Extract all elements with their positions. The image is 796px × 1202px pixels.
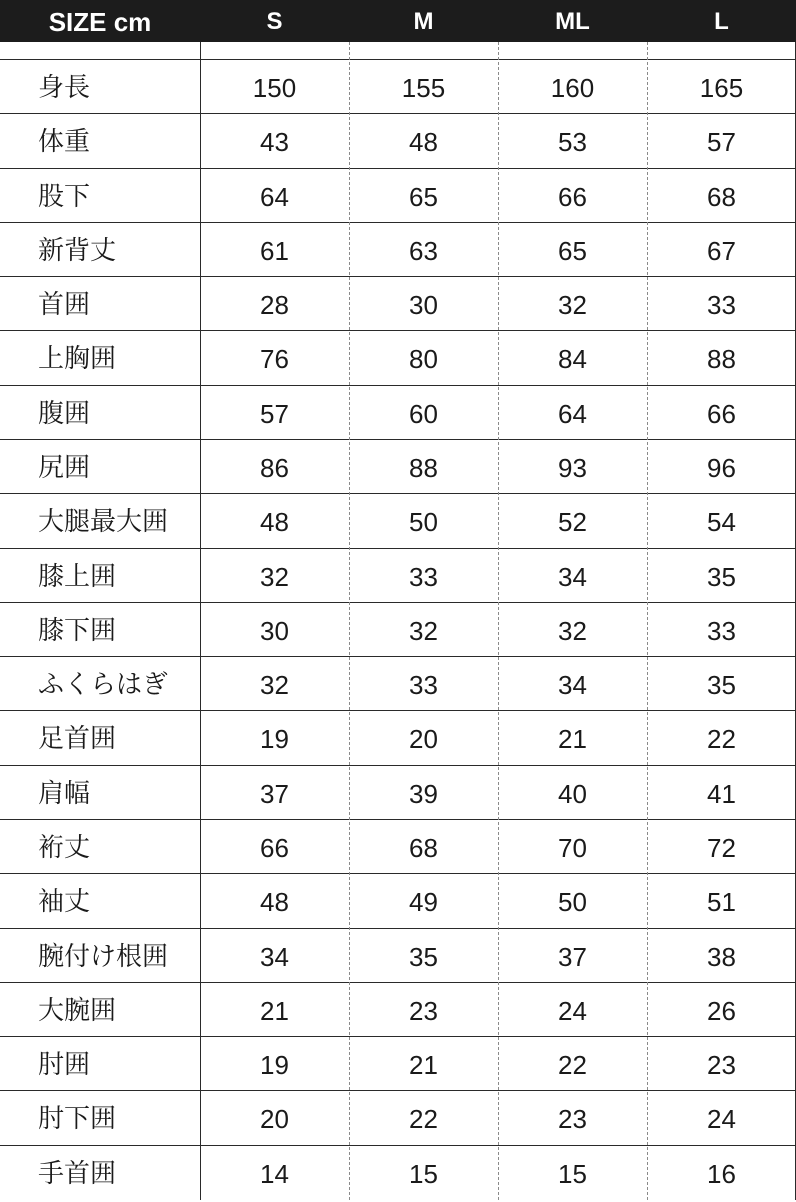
table-row	[0, 60, 796, 114]
size-header-ml: ML	[555, 8, 590, 35]
column-divider	[647, 42, 648, 1200]
measurement-value: 30	[409, 290, 438, 321]
measurement-value: 66	[260, 833, 289, 863]
table-row	[0, 766, 796, 820]
measurement-value: 32	[260, 670, 289, 701]
measurement-label: 上胸囲	[38, 344, 117, 375]
measurement-value: 50	[409, 507, 438, 538]
measurement-value: 88	[707, 344, 736, 375]
label-column-divider	[200, 42, 201, 1200]
measurement-value: 24	[558, 995, 587, 1026]
measurement-value: 57	[260, 398, 289, 429]
measurement-value: 65	[409, 181, 438, 212]
table-row	[0, 711, 796, 765]
measurement-label: 大腕囲	[38, 995, 117, 1026]
measurement-value: 54	[707, 507, 736, 538]
measurement-label: 肩幅	[38, 778, 91, 809]
measurement-value: 32	[558, 290, 587, 321]
measurement-value: 84	[558, 344, 587, 375]
measurement-value: 61	[260, 235, 289, 266]
table-row	[0, 223, 796, 277]
table-row	[0, 114, 796, 168]
measurement-value: 22	[409, 1104, 438, 1135]
measurement-value: 26	[707, 995, 736, 1026]
column-divider	[498, 42, 499, 1200]
measurement-label: 首囲	[38, 290, 91, 321]
measurement-value: 40	[558, 778, 587, 809]
measurement-value: 34	[260, 941, 289, 972]
measurement-value: 48	[260, 887, 289, 918]
measurement-value: 30	[260, 615, 289, 646]
measurement-value: 66	[558, 181, 587, 212]
measurement-value: 33	[409, 670, 438, 701]
measurement-label: 膝上囲	[38, 561, 117, 592]
measurement-value: 34	[558, 670, 587, 701]
table-row	[0, 1091, 796, 1145]
table-row	[0, 440, 796, 494]
measurement-value: 24	[707, 1104, 736, 1135]
measurement-value: 16	[707, 1158, 736, 1189]
measurement-value: 48	[260, 507, 289, 538]
measurement-value: 35	[707, 670, 736, 701]
measurement-value: 150	[252, 73, 297, 103]
table-row	[0, 657, 796, 711]
measurement-value: 53	[558, 127, 587, 158]
measurement-value: 43	[260, 127, 289, 158]
measurement-value: 14	[260, 1158, 289, 1189]
measurement-label: ふくらはぎ	[38, 670, 169, 701]
measurement-value: 49	[409, 887, 438, 918]
measurement-value: 20	[409, 724, 438, 755]
measurement-value: 33	[409, 561, 438, 592]
table-row	[0, 494, 796, 548]
measurement-value: 66	[707, 398, 736, 429]
measurement-label: 手首囲	[38, 1158, 117, 1189]
measurement-value: 76	[260, 344, 289, 375]
measurement-value: 23	[707, 1050, 736, 1081]
measurement-value: 67	[707, 235, 736, 266]
measurement-value: 23	[558, 1104, 587, 1135]
measurement-value: 86	[260, 453, 289, 483]
measurement-value: 32	[558, 615, 587, 646]
measurement-value: 93	[558, 453, 587, 483]
measurement-value: 20	[260, 1104, 289, 1135]
measurement-value: 15	[409, 1158, 438, 1189]
measurement-value: 48	[409, 127, 438, 158]
size-unit-title: SIZE cm	[48, 7, 152, 37]
header-spacer-row	[0, 42, 796, 60]
size-header-l: L	[714, 8, 729, 35]
measurement-value: 60	[409, 398, 438, 429]
measurement-value: 19	[260, 724, 289, 755]
table-header	[0, 0, 796, 42]
table-row	[0, 1037, 796, 1091]
size-header-m: M	[413, 8, 434, 35]
measurement-value: 96	[707, 453, 736, 483]
measurement-value: 64	[260, 181, 289, 212]
measurement-value: 155	[401, 73, 446, 103]
measurement-value: 23	[409, 995, 438, 1026]
measurement-label: 袖丈	[38, 887, 91, 918]
table-row	[0, 277, 796, 331]
column-divider	[349, 42, 350, 1200]
measurement-value: 51	[707, 887, 736, 918]
table-row	[0, 820, 796, 874]
size-header-s: S	[266, 8, 283, 35]
measurement-value: 22	[707, 724, 736, 755]
measurement-value: 33	[707, 290, 736, 321]
measurement-value: 65	[558, 235, 587, 266]
measurement-value: 37	[558, 941, 587, 972]
measurement-label: 腕付け根囲	[38, 941, 169, 972]
measurement-value: 70	[558, 833, 587, 863]
measurement-label: 膝下囲	[38, 615, 117, 646]
measurement-label: 肘下囲	[38, 1104, 117, 1135]
measurement-value: 22	[558, 1050, 587, 1081]
table-row	[0, 929, 796, 983]
measurement-value: 88	[409, 453, 438, 483]
measurement-label: 足首囲	[38, 724, 117, 755]
measurement-label: 肘囲	[38, 1050, 91, 1081]
measurement-value: 80	[409, 344, 438, 375]
measurement-value: 21	[260, 995, 289, 1026]
measurement-label: 体重	[38, 127, 91, 158]
table-row	[0, 603, 796, 657]
measurement-value: 35	[409, 941, 438, 972]
measurement-value: 28	[260, 290, 289, 321]
measurement-value: 39	[409, 778, 438, 809]
measurement-value: 35	[707, 561, 736, 592]
table-row	[0, 874, 796, 928]
measurement-label: 股下	[38, 181, 91, 212]
measurement-value: 68	[707, 181, 736, 212]
table-row	[0, 549, 796, 603]
table-row	[0, 169, 796, 223]
measurement-value: 21	[409, 1050, 438, 1081]
measurement-value: 34	[558, 561, 587, 592]
measurement-value: 64	[558, 398, 587, 429]
measurement-value: 63	[409, 235, 438, 266]
measurement-value: 72	[707, 833, 736, 863]
measurement-label: 大腿最大囲	[38, 507, 169, 538]
measurement-value: 160	[550, 73, 595, 103]
measurement-value: 50	[558, 887, 587, 918]
measurement-value: 19	[260, 1050, 289, 1081]
measurement-value: 32	[260, 561, 289, 592]
measurement-value: 33	[707, 615, 736, 646]
measurement-label: 腹囲	[38, 398, 91, 429]
measurement-value: 68	[409, 833, 438, 863]
measurement-value: 21	[558, 724, 587, 755]
measurement-value: 15	[558, 1158, 587, 1189]
table-row	[0, 1146, 796, 1200]
measurement-value: 57	[707, 127, 736, 158]
measurement-value: 32	[409, 615, 438, 646]
measurement-value: 37	[260, 778, 289, 809]
measurement-value: 52	[558, 507, 587, 538]
measurement-value: 38	[707, 941, 736, 972]
measurement-label: 裄丈	[38, 833, 91, 863]
table-row	[0, 331, 796, 385]
table-row	[0, 386, 796, 440]
table-row	[0, 983, 796, 1037]
measurement-label: 新背丈	[38, 235, 117, 266]
measurement-label: 身長	[38, 73, 91, 103]
measurement-value: 165	[699, 73, 744, 103]
measurement-label: 尻囲	[38, 453, 91, 483]
measurement-value: 41	[707, 778, 736, 809]
